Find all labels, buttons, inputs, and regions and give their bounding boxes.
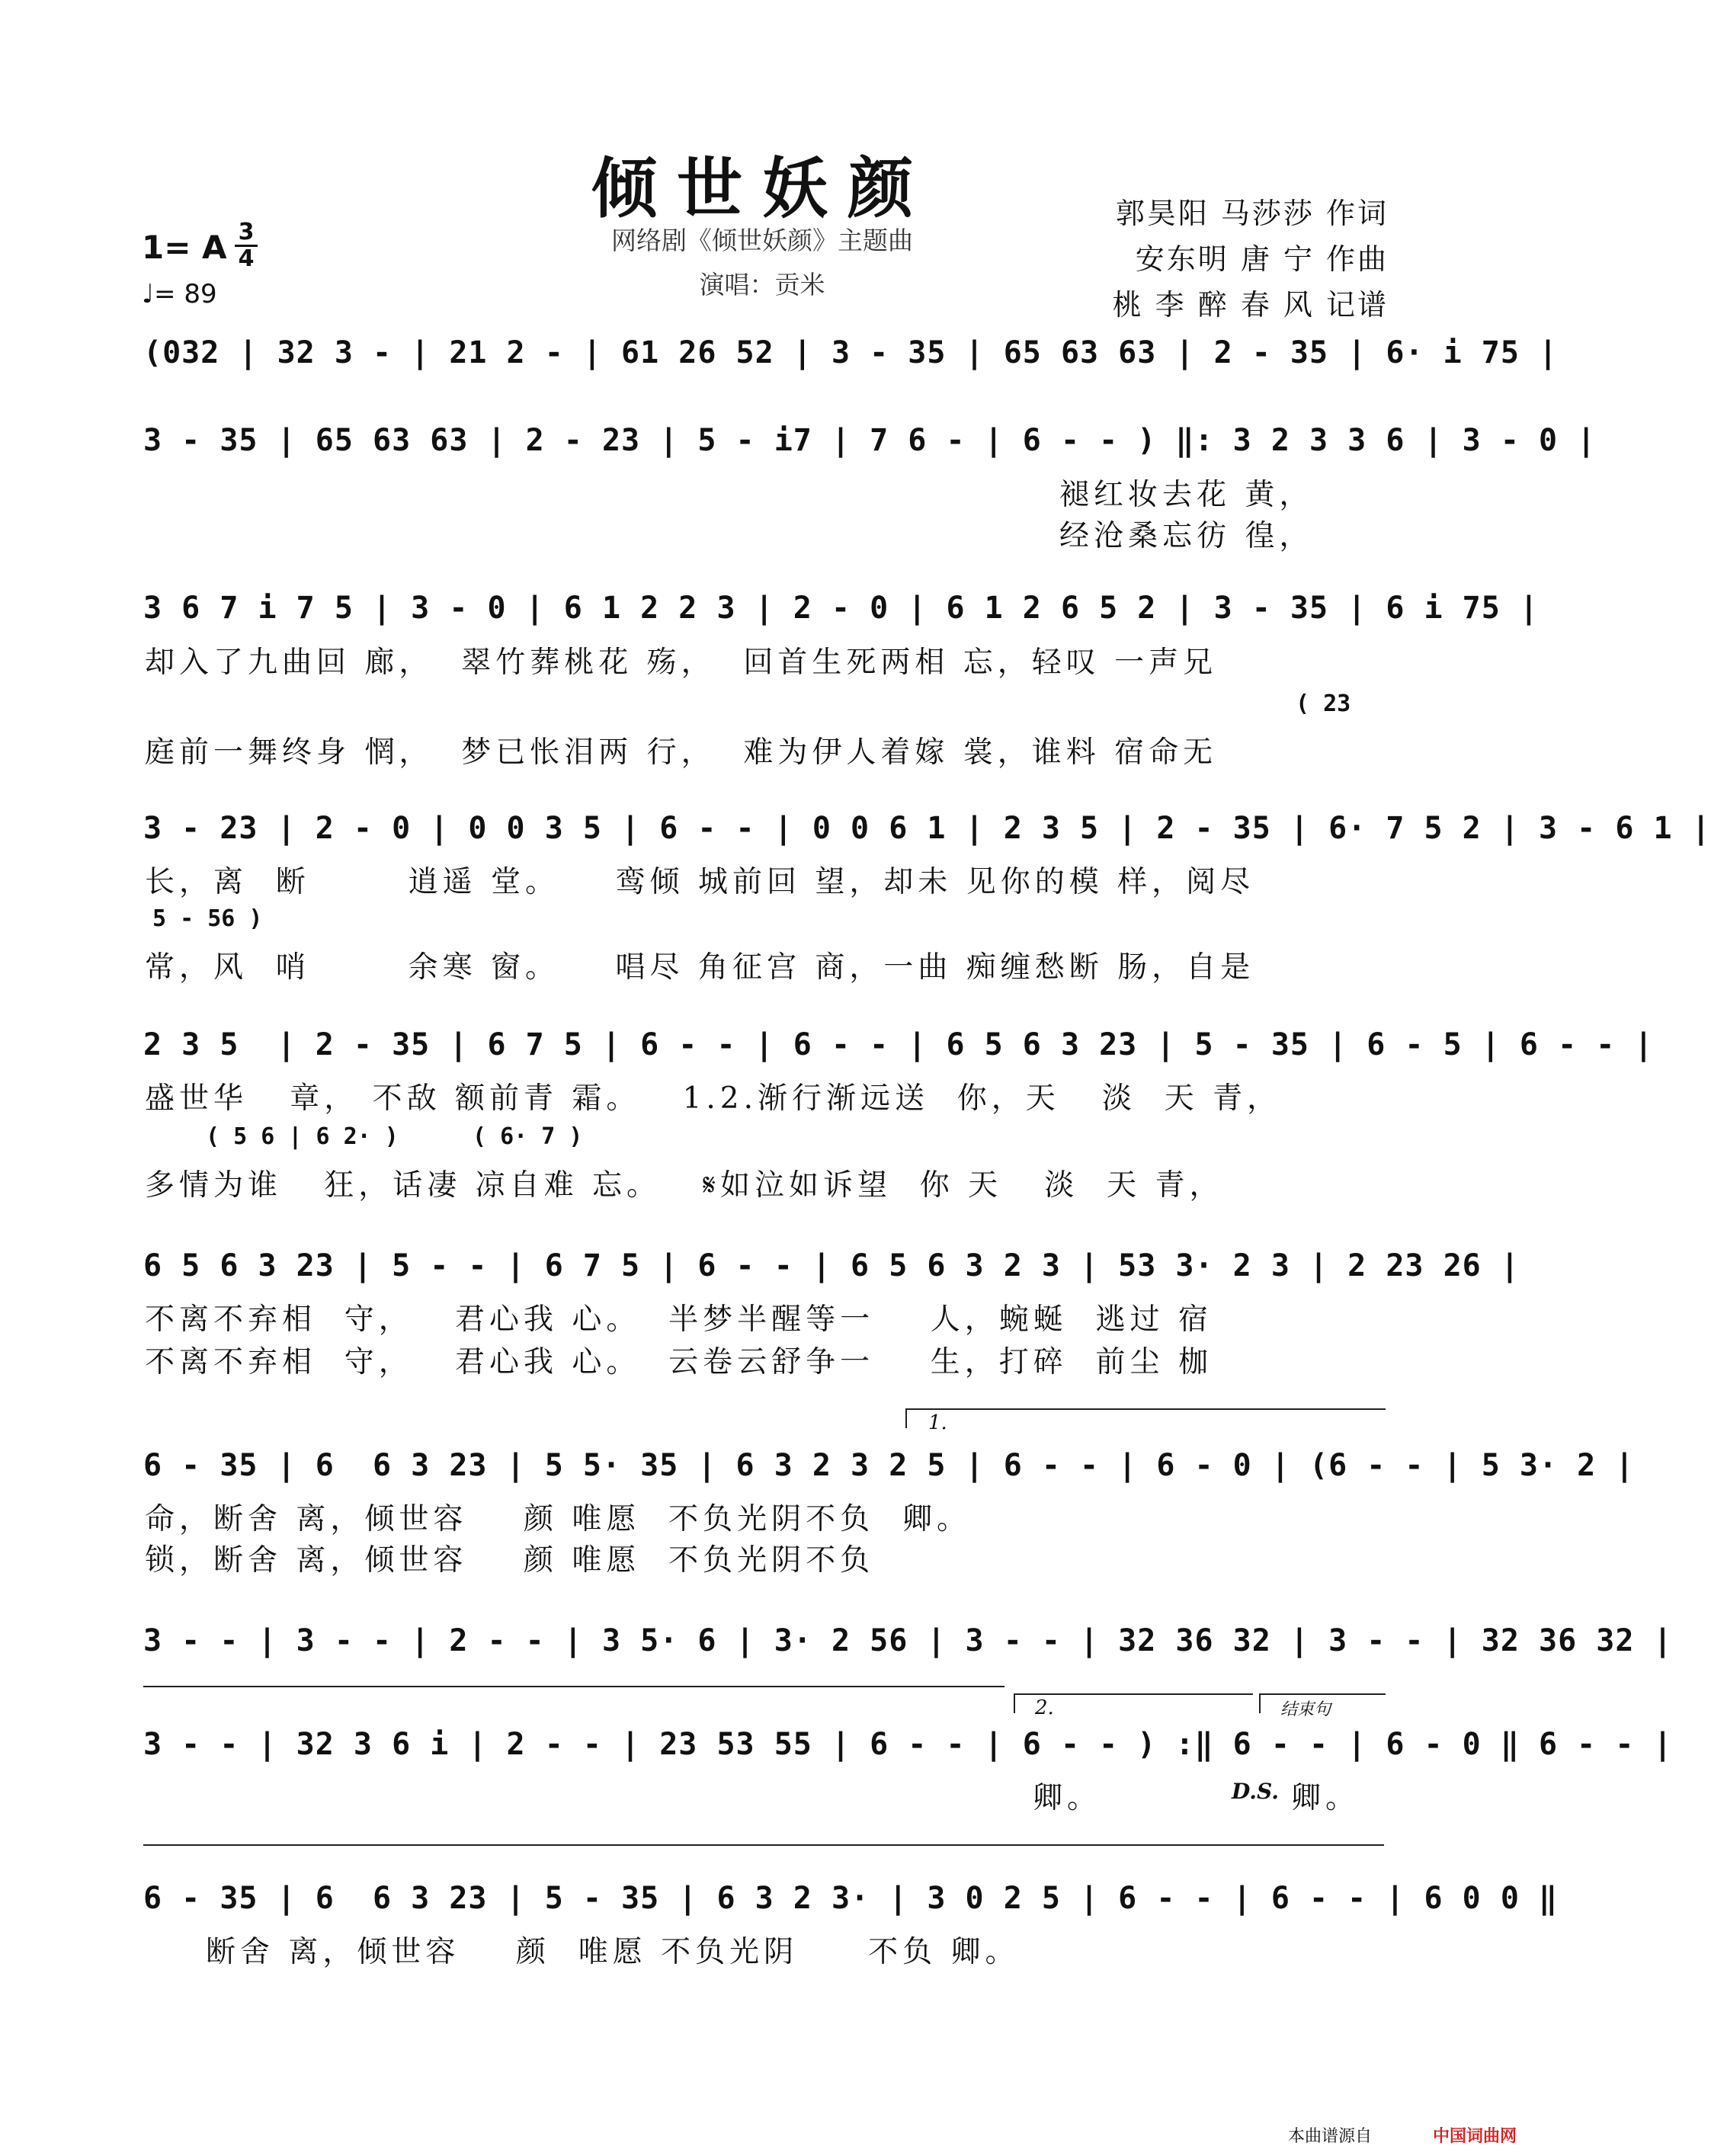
tempo-marking: ♩= 89 — [142, 279, 217, 309]
time-signature-bottom: 4 — [238, 245, 255, 272]
notation-row-8: 3 - - | 3 - - | 2 - - | 3 5· 6 | 3· 2 56 | 3 - - | 32 36 32 | 3 - - | 32 36 32 | — [143, 1623, 1673, 1658]
volta-bracket-first — [905, 1408, 1386, 1428]
lyric-line: 却入了九曲回 廊， 翠竹葬桃花 殇， 回首生死两相 忘，轻叹 一声兄 — [145, 646, 1218, 680]
time-signature — [235, 221, 258, 271]
transcriber-credit: 桃 李 醉 春 风 记谱 — [1112, 288, 1389, 322]
dal-segno-marking: D.S. — [1232, 1779, 1280, 1804]
lyric-line: 断舍 离，倾世容 颜 唯愿 不负光阴 不负 卿。 — [206, 1935, 1020, 1969]
notation-row-5: 2 3 5 | 2 - 35 | 6 7 5 | 6 - - | 6 - - | 6 5 6 3 23 | 5 - 35 | 6 - 5 | 6 - - | — [143, 1027, 1654, 1062]
notation-row-10: 6 - 35 | 6 6 3 23 | 5 - 35 | 6 3 2 3· | 3 0 2 5 | 6 - - | 6 - - | 6 0 0 ‖ — [143, 1881, 1559, 1916]
credits — [1113, 191, 1389, 328]
lyricist-credit: 郭昊阳 马莎莎 作词 — [1115, 197, 1389, 230]
notation-row-1: (032 | 32 3 - | 21 2 - | 61 26 52 | 3 - 35 | 65 63 63 | 2 - 35 | 6· i 75 | — [143, 335, 1559, 370]
lyric-line: 盛世华 章， 不敌 额前青 霜。 1.2.渐行渐远送 你，天 淡 天 青， — [145, 1081, 1282, 1116]
lyric-line: 长，离 断 逍遥 堂。 鸾倾 城前回 望，却未 见你的模 样，阅尽 — [145, 865, 1255, 899]
volta-label-second: 2. — [1035, 1696, 1054, 1719]
composer-credit: 安东明 唐 宁 作曲 — [1135, 242, 1389, 276]
footer-source-label: 本曲谱源自 — [1288, 2127, 1373, 2146]
lyric-line: 卿。 — [1033, 1781, 1102, 1815]
notation-row-6: 6 5 6 3 23 | 5 - - | 6 7 5 | 6 - - | 6 5 6 3 2 3 | 53 3· 2 3 | 2 23 26 | — [143, 1248, 1520, 1283]
volta-bracket-continued — [143, 1686, 1004, 1706]
lyric-line: 庭前一舞终身 惘， 梦已怅泪两 行， 难为伊人着嫁 裳，谁料 宿命无 — [145, 735, 1218, 770]
lyric-line: 锁，断舍 离，倾世容 颜 唯愿 不负光阴不负 — [145, 1543, 875, 1578]
notation-row-2: 3 - 35 | 65 63 63 | 2 - 23 | 5 - i7 | 7 6 - | 6 - - ) ‖: 3 2 3 3 6 | 3 - 0 | — [143, 423, 1597, 458]
small-note-group: ( 6· 7 ) — [473, 1123, 583, 1150]
lyric-line: 褪红妆去花 黄， — [1059, 478, 1314, 512]
notation-row-7: 6 - 35 | 6 6 3 23 | 5 5· 35 | 6 3 2 3 2 5 | 6 - - | 6 - 0 | (6 - - | 5 3· 2 | — [143, 1448, 1635, 1483]
lyric-line: 经沧桑忘彷 徨， — [1059, 519, 1314, 553]
small-note-group: ( 23 — [1296, 690, 1351, 717]
page-title: 倾世妖颜 — [591, 150, 933, 227]
lyric-line: 卿。 — [1291, 1781, 1360, 1815]
notation-row-4: 3 - 23 | 2 - 0 | 0 0 3 5 | 6 - - | 0 0 6 1 | 2 3 5 | 2 - 35 | 6· 7 5 2 | 3 - 6 1 | — [143, 811, 1711, 846]
lyric-line: 多情为谁 狂，话凄 凉自难 忘。 𝄋如泣如诉望 你 天 淡 天 青， — [145, 1168, 1224, 1203]
volta-label-ending: 结束句 — [1280, 1700, 1331, 1719]
lyric-line: 不离不弃相 守， 君心我 心。 半梦半醒等一 人，蜿蜒 逃过 宿 — [145, 1302, 1213, 1337]
footer-brand-link[interactable]: 中国词曲网 — [1433, 2127, 1517, 2146]
time-signature-top: 3 — [238, 219, 255, 245]
page-subtitle: 网络剧《倾世妖颜》主题曲 — [611, 226, 913, 255]
ending-bracket — [143, 1844, 1384, 1864]
notation-row-9: 3 - - | 32 3 6 i | 2 - - | 23 53 55 | 6 - - | 6 - - ) :‖ 6 - - | 6 - 0 ‖ 6 - - | — [143, 1727, 1673, 1762]
lyric-line: 命，断舍 离，倾世容 颜 唯愿 不负光阴不负 卿。 — [145, 1502, 971, 1536]
lyric-line: 常，风 哨 余寒 窗。 唱尽 角征宫 商，一曲 痴缠愁断 肠，自是 — [145, 950, 1255, 985]
notation-row-3: 3 6 7 i 7 5 | 3 - 0 | 6 1 2 2 3 | 2 - 0 | 6 1 2 6 5 2 | 3 - 35 | 6 i 75 | — [143, 591, 1539, 626]
key-signature: 1= A — [142, 229, 227, 266]
singer-credit: 演唱：贡米 — [699, 270, 825, 300]
lyric-line: 不离不弃相 守， 君心我 心。 云卷云舒争一 生，打碎 前尘 枷 — [145, 1345, 1213, 1379]
small-note-group: 5 - 56 ) — [152, 905, 263, 932]
small-note-group: ( 5 6 | 6 2· ) — [206, 1123, 399, 1150]
volta-label-first: 1. — [928, 1411, 947, 1434]
